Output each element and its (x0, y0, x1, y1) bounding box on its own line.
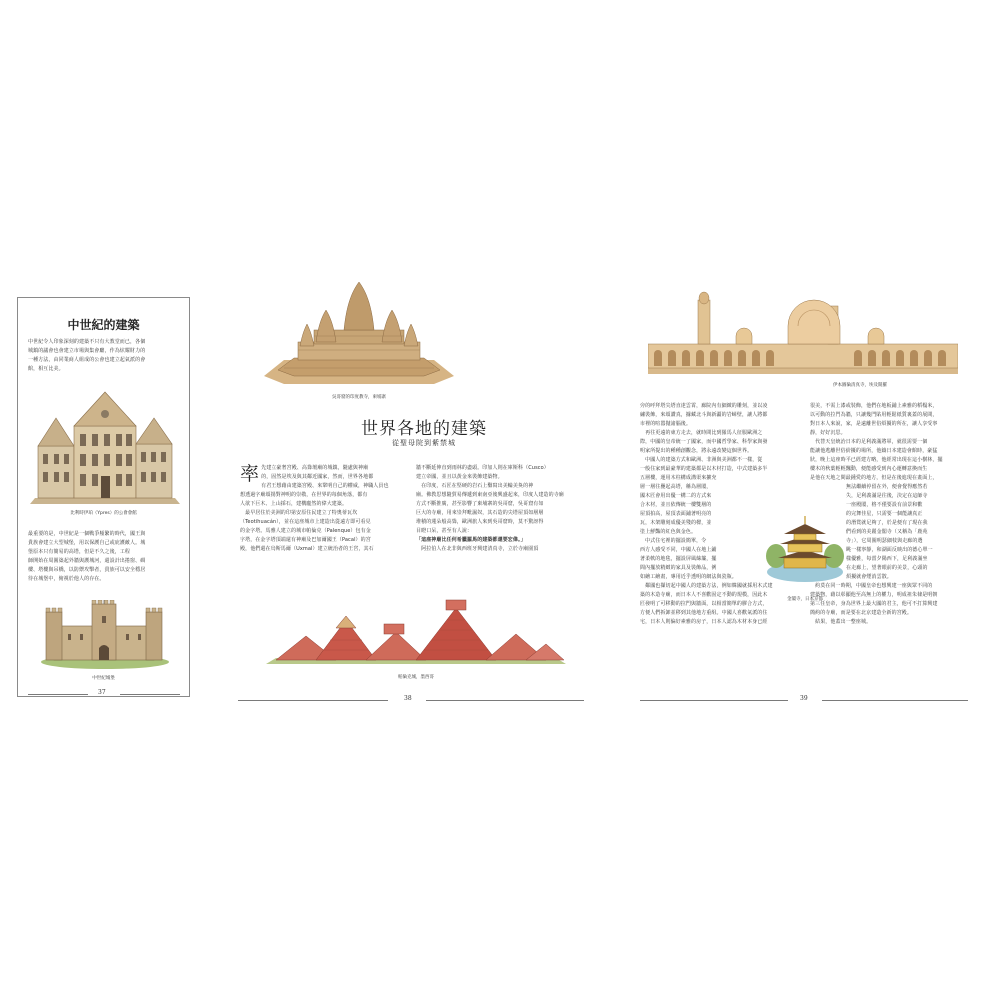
text-line: 築的木造寺廟，而日本人不喜歡固定不動的規模，因此木 (640, 592, 768, 598)
castle-illustration (40, 600, 170, 670)
page-37-footer-rule-right (120, 694, 180, 695)
text-line: 繡裝飾，來頌讚真，據藏北斗與新疆的岩嶂壁，讓人將都 (640, 412, 768, 418)
palenque-illustration (266, 598, 566, 670)
text-line: 先建立豪奢宮殿、高聳壇廟的城鎮，隨處與神廟 (261, 465, 369, 471)
kinkaku-ji-illustration (766, 512, 844, 584)
text-line: 失，足利義滿是往後，決定在這師寺 (846, 493, 928, 499)
text-line: 鄰國也擷切起中國人的建築方法，例如韓國就採用木式建 (640, 583, 773, 589)
text-line: 待在城堡中，俯視於他人的存在。 (28, 576, 105, 582)
guild-hall-caption: 比利時伊珀（Ypres）的公會會館 (70, 511, 137, 516)
text-line: 市裡的喧囂抛諸腦後。 (640, 421, 692, 427)
text-line: 宅，日本人則偏好素雅的房子，日本人認為木材本身已經 (640, 619, 768, 625)
text-line: 間內擺放精緻的家具及裝飾品，例 (640, 565, 717, 571)
ibn-tulun-mosque-illustration (648, 286, 958, 382)
text-line: 在印度，石匠在堅硬的岩石上鑿寫出美輪美奐的神 (416, 483, 534, 489)
page-38-subtitle: 從聖母院到紫禁城 (392, 439, 456, 447)
page-37-intro (28, 338, 181, 374)
text-line: 堡原本只有簡易的高塔，但是不久之後，工程 (28, 549, 131, 555)
text-line: 想透過字廟頌揚對神明的崇敬，在世界的每個角落，都有 (240, 492, 368, 498)
text-line: 代替天皇統治日本的足利義滿將軍，就很需要一個 (810, 439, 928, 445)
text-line: 方便人們拆卸並移到其他地方重組。中國人喜歡氣派的住 (640, 610, 768, 616)
text-line: 狀，晚上這座時平已經建方略，他經常出現在這小樹林，擺 (810, 457, 943, 463)
text-line: 塗上鮮豔的紅色與金色。 (640, 529, 697, 535)
text-line: 堆積的蓮朵般高聳，歐洲旅人來到吳哥窟時，莫不驚訝得 (416, 519, 544, 525)
text-line: 殿，他們還在烏斯馬爾（Uxmal）建立統治者的王宮，其石 (240, 546, 374, 552)
text-line: （Teotihuacán），並在這座城市上建造出從遠方即可看見 (240, 519, 371, 525)
text-line: 明家所提出的種種創觀念，將永遠改變這個世界。 (640, 448, 753, 454)
text-line: 眺一樣寧靜，和湖面反映出的德心單一 (846, 547, 933, 553)
angkor-wat-illustration (264, 280, 454, 390)
text-line: 中式住宅裡的擺設簡單，令 (640, 538, 707, 544)
text-line: 的完舞佳星，只需要一個能讓真正 (846, 511, 923, 517)
text-line: 層一層往疊起高塔，稱為層閣， (640, 484, 712, 490)
text-line: 最早居住於美洲的印第安原住民建立了特奧蒂瓦坎 (240, 510, 358, 516)
ibn-tulun-caption: 伊本圖倫清真寺，埃及開羅 (833, 383, 887, 388)
text-line: 樓木的秋葉輕輕飄動，便能感受到內心運轉意換而生 (810, 466, 928, 472)
page-39-footer-rule-left (640, 700, 788, 701)
page-37-castle-text (28, 530, 181, 584)
text-line: 中國人的建築方式和歐洲、非洲與美洲都不一樣，從 (640, 457, 763, 463)
palenque-caption: 帕倫克城，墨西哥 (398, 675, 434, 680)
page-39-number: 39 (800, 695, 808, 702)
text-line: 廟。佛教思想隨貿易傳遞到東南亞後興盛起來，印度人建造的寺廟 (416, 492, 564, 498)
text-line: 方式不斷推廣，甚至影響了柬埔寨的吳哥窟，吳哥窟有如 (416, 501, 544, 507)
text-line: 瓦，木架雕刻成優美殘的樑，並 (640, 520, 712, 526)
text-line: 一種方法，由同業商人組成的公會也建立起氣派的會 (28, 357, 146, 363)
text-line: 著柔軟的地毯，擺設屏風絲簾，擺 (640, 556, 717, 562)
text-line: 館，相互比美。 (28, 366, 64, 372)
angkor-quote: 「這座神廟比任何希臘羅馬的建築都還要宏偉。」 (416, 537, 526, 543)
page-39-footer-rule-right (822, 700, 968, 701)
guild-hall-illustration (30, 388, 180, 506)
page-38 (238, 280, 610, 710)
dropcap: 率 (240, 463, 260, 485)
text-line: 煩擾就會煙消雲散。 (846, 574, 892, 580)
page-38-number: 38 (404, 695, 412, 702)
text-line: 城鎮的議會也會建立市場與集會廳，作為炫耀財力的 (28, 348, 146, 354)
text-line: 的，固然是埃及與其鄰近國家，然而，世界各地都 (261, 474, 374, 480)
page-38-column-1 (240, 464, 408, 554)
page-38-title: 世界各地的建築 (361, 419, 487, 439)
text-line: 巨大的寺廟，用來崇拜毗濕奴，其石造的尖塔屋頂如層層 (416, 510, 544, 516)
text-line: 約莫在同一時期，中國皇帝也想興建一座與眾不同的 (810, 583, 933, 589)
kinkaku-ji-caption: 金閣寺，日本京都 (787, 597, 823, 602)
text-line: 合木材，並且依傳統一樓雙層的 (640, 502, 712, 508)
text-line: 樓、塔樓與吊橋，以防禦攻擊者，貴族可以安全穩居 (28, 567, 146, 573)
text-line: 在走廊上，望著眼前的美景，心頭的 (846, 565, 928, 571)
text-line: 如繪工繪畫，專用近乎透明的網法與瓷瓶。 (640, 574, 737, 580)
text-line: 師開始在周圍築起外牆與護城河，還設計出捲窗、碉 (28, 558, 146, 564)
page-38-footer-rule-left (238, 700, 388, 701)
text-line: 國木匠會用出優一構二的方式來 (640, 493, 712, 499)
page-37 (17, 297, 190, 697)
text-line: 字塔，在金字塔頂端還有神廟及巴加爾國王（Pacal）的宮 (240, 537, 371, 543)
page-38-footer-rule-right (426, 700, 584, 701)
text-line: 能讓他逃離世俗紛擾的場所，他鑄日本建造會館時，豪猛 (810, 448, 938, 454)
text-line: 很美，不需上漆或裝飾，他們在地板鋪上素雅的稻榻米， (810, 403, 938, 409)
text-line: 建築物，藉以彰顯他至高無上的權力，明成祖朱棣是明朝 (810, 592, 938, 598)
text-line: 的潛賞就足夠了，於是便有了現在我 (846, 520, 928, 526)
text-line: 中世紀令人印象深刻的建築不只有大教堂而已，各個 (28, 339, 146, 345)
page-38-column-2 (416, 464, 584, 554)
text-line: 以可動的拉門為牆，只讓幾門貼用輕鬆紙質裏蓋的展間， (810, 412, 938, 418)
text-line: 一般住家到最豪華的建築都是以木材打造，中式建築多半 (640, 466, 768, 472)
text-line: 寺」），它周圍明瑟細枝與走廊的選 (846, 538, 923, 544)
castle-caption: 中世紀城堡 (92, 676, 115, 681)
text-line: 屋頂拍高，屋頂表面鋪著明亮的 (640, 511, 712, 517)
text-line: 五層樓，運用木柱構成溝渠來擴充 (640, 475, 717, 481)
text-line: 最重要的是，中世紀是一個戰爭頻繁的時代，國王與 (28, 531, 146, 537)
page-37-footer-rule-left (28, 694, 88, 695)
text-line: 牆不斷延伸直到雨林的盡頭。印加人則在庫斯科（Cusco） (416, 465, 549, 471)
angkor-caption: 吳哥窟的印度教寺，柬埔寨 (332, 395, 386, 400)
text-line: 一座殿閣，格不僅要設有前景和歡 (846, 502, 923, 508)
text-line: 匠發明了可移動的拉門與牆面，以相當簡單的膠合方式， (640, 601, 768, 607)
text-line: 的金字塔。馬雅人建立的城市帕倫克（Palenque）包有金 (240, 528, 371, 534)
text-line: 簡約的寺廟，而是要在北京建造全新的宮殿。 (810, 610, 913, 616)
text-line: 靜，好好沉思。 (810, 430, 846, 436)
text-line: 樣優雅，每當夕陽西下，足利義滿坐 (846, 556, 928, 562)
text-line: 際，中國的皇帝統一了國家，而中國哲學家、科學家與發 (640, 439, 768, 445)
text-line: 再往更遠的東方走去，就時間比到羅馬人征服歐洲之 (640, 430, 763, 436)
text-line: 對日本人來說，家，是遠離世俗煩擾的所在，讓人享受寧 (810, 421, 938, 427)
text-line: 們看到的美麗金閣寺（又稱為「鹿苑 (846, 529, 928, 535)
text-line: 目瞪口呆，甚至有人說： (416, 528, 473, 534)
page-38-column-2-last: 阿拉伯人在北非與西班牙興建清真寺，立於寺廟園頂 (416, 546, 539, 552)
text-line: 第三任皇帝，身為世界上最大國的君主，他可不打算興建 (810, 601, 938, 607)
text-line: 結果，他蓋出一整座城。 (810, 619, 872, 625)
text-line: 旁的呼拜塔尖塔直達雲霄，廊院內有細緻的雕刻，並以凌 (640, 403, 768, 409)
text-line: 貴族會建立大型城堡，用以保護自己或庇護敵人。城 (28, 540, 146, 546)
text-line: 有君王想藉由建築宮殿、來鞏明自己的權威，神職人員也 (261, 483, 389, 489)
text-line: 無法繼續停留在外，便會覺得應然若 (846, 484, 928, 490)
text-line: 是他在天地之間最鍾愛的地方，但是在後進現在畫面上， (810, 475, 938, 481)
text-line: 建立帝國，並且以黃金來裝飾建築物。 (416, 474, 503, 480)
text-line: 人欲下巨木、上山採石，建構龐然的偉大建築。 (240, 501, 348, 507)
page-39 (640, 280, 973, 710)
page-37-number: 37 (98, 689, 106, 696)
page-37-title: 中世紀的建築 (67, 318, 140, 332)
text-line: 西方人感受不同，中國人在地上鋪 (640, 547, 717, 553)
